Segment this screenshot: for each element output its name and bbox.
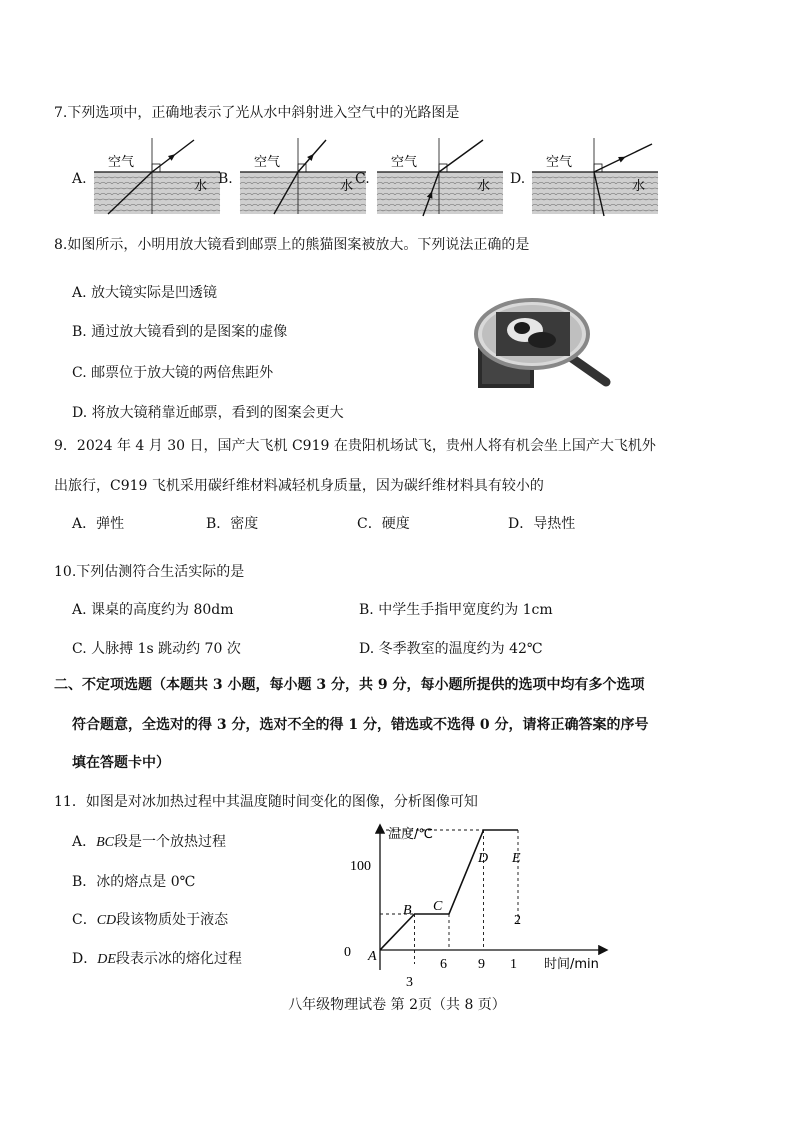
point-label-e: E: [512, 851, 521, 866]
point-label-b: B: [403, 903, 412, 918]
q9-stem-line2: 出旅行，C919 飞机采用碳纤维材料减轻机身质量，因为碳纤维材料具有较小的: [54, 478, 544, 494]
section2-line1: 二、不定项选题（本题共 3 小题，每小题 3 分，共 9 分，每小题所提供的选项中均有多个选项: [54, 677, 645, 693]
x-tick-2: 2: [514, 913, 521, 928]
section2-line2: 符合题意，全选对的得 3 分，选对不全的得 1 分，错选或不选得 0 分，请将正确答案的序号: [72, 717, 649, 733]
q10-option-d: D. 冬季教室的温度约为 42℃: [359, 641, 543, 657]
q7-stem: 7.下列选项中，正确地表示了光从水中斜射进入空气中的光路图是: [54, 105, 460, 121]
air-label: 空气: [546, 155, 573, 170]
y-tick-100: 100: [350, 859, 371, 874]
q7-option-b-letter: B.: [218, 171, 233, 187]
water-label: 水: [477, 179, 491, 194]
q7-option-d-letter: D.: [510, 171, 526, 187]
magnifier-stamp-photo: [470, 296, 610, 396]
origin-zero: 0: [344, 945, 351, 960]
q11-stem: 11．如图是对冰加热过程中其温度随时间变化的图像，分析图像可知: [54, 794, 478, 810]
water-label: 水: [340, 179, 354, 194]
q9-option-d: D．导热性: [508, 516, 576, 532]
q8-option-a: A. 放大镜实际是凹透镜: [72, 285, 218, 301]
q11-option-a-letter: A．: [72, 834, 97, 850]
q8-option-c: C. 邮票位于放大镜的两倍焦距外: [72, 365, 274, 381]
q11-option-d-text: 段表示冰的熔化过程: [115, 951, 242, 967]
point-label-c: C: [433, 899, 443, 914]
chart-guides: [380, 830, 518, 964]
q11-option-c-code: CD: [96, 913, 117, 928]
q8-stem: 8.如图所示，小明用放大镜看到邮票上的熊猫图案被放大。下列说法正确的是: [54, 237, 530, 253]
water-label: 水: [194, 179, 208, 194]
q7-diagram-c: [377, 138, 503, 218]
q8-option-d: D. 将放大镜稍靠近邮票，看到的图案会更大: [72, 405, 344, 421]
light-ray-air: [439, 140, 483, 172]
point-label-d: D: [478, 851, 489, 866]
q7-diagram-b: [240, 138, 366, 218]
q9-stem-line1: 9．2024 年 4 月 30 日，国产大飞机 C919 在贵阳机场试飞，贵州人将有机会坐上国产大飞机外: [54, 438, 656, 454]
q11-option-d-code: DE: [97, 952, 116, 967]
point-label-a: A: [368, 949, 377, 964]
q9-option-c: C．硬度: [357, 516, 410, 532]
q11-option-c-text: 段该物质处于液态: [116, 912, 229, 928]
q11-option-d-letter: D．: [72, 951, 98, 967]
q7-option-c-letter: C.: [355, 171, 370, 187]
q7-diagram-a: [94, 138, 220, 218]
q11-option-b-letter: B．: [72, 874, 97, 890]
q10-option-b: B. 中学生手指甲宽度约为 1cm: [359, 602, 553, 618]
q11-option-c-letter: C．: [72, 912, 97, 928]
y-axis-label: 温度/℃: [388, 827, 433, 842]
x-tick-9: 9: [478, 957, 485, 972]
q11-option-a-text: 段是一个放热过程: [114, 834, 227, 850]
q9-option-b: B．密度: [206, 516, 259, 532]
section2-line3: 填在答题卡中）: [72, 755, 170, 771]
q7-diagram-d: [532, 138, 658, 218]
page-footer: 八年级物理试卷 第 2页（共 8 页）: [288, 997, 506, 1013]
q11-option-d: [72, 950, 242, 969]
x-tick-6: 6: [440, 957, 447, 972]
x-tick-3: 3: [406, 975, 413, 990]
q11-option-b-text: 冰的熔点是 0℃: [96, 874, 196, 890]
water-label: 水: [632, 179, 646, 194]
q10-option-a: A. 课桌的高度约为 80dm: [72, 602, 234, 618]
q11-option-a-code: BC: [96, 835, 115, 850]
q10-stem: 10.下列估测符合生活实际的是: [54, 564, 245, 580]
q8-option-b: B. 通过放大镜看到的是图案的虚像: [72, 324, 288, 340]
air-label: 空气: [254, 155, 281, 170]
x-tick-1: 1: [510, 957, 517, 972]
q9-option-a: A．弹性: [72, 516, 125, 532]
temperature-time-chart: [330, 822, 620, 992]
x-axis-label: 时间/min: [544, 957, 599, 972]
q7-option-a-letter: A.: [72, 171, 87, 187]
air-label: 空气: [391, 155, 418, 170]
q11-option-c: [72, 911, 228, 930]
q10-option-c: C. 人脉搏 1s 跳动约 70 次: [72, 641, 241, 657]
q11-option-b: [72, 873, 195, 892]
q11-option-a: [72, 833, 226, 852]
ray-arrow-icon: [618, 154, 627, 162]
air-label: 空气: [108, 155, 135, 170]
